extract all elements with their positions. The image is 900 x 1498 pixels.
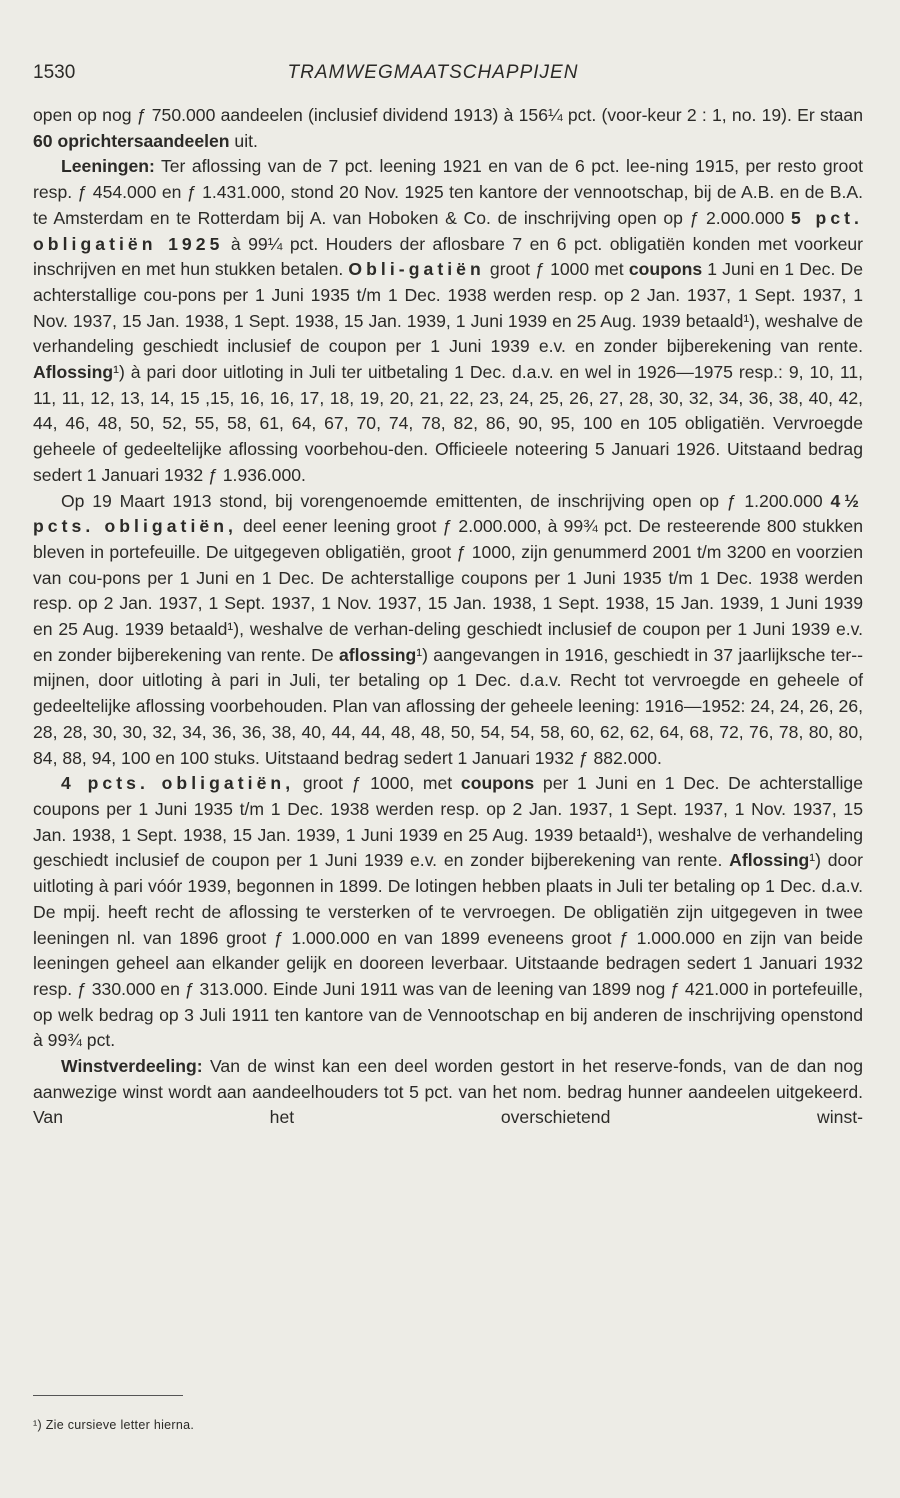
text-run: Ter aflossing van de 7 pct. leening 1921 en van de 6 pct. lee-ning 1915, per resto groot resp. ƒ 454.000 en ƒ 1.431.000, stond 20 Nov. 1925 ten kantore der vennootschap, bij de A.B. en de B.A. te Amsterdam en te Rotterdam bij A. van Hoboken & Co. de inschrijving open op ƒ 2.000.000 <box>33 156 863 228</box>
paragraph <box>33 771 863 1054</box>
bold-run: Aflossing <box>33 362 114 383</box>
bold-run: 60 oprichtersaandeelen <box>33 130 230 151</box>
spaced-heading-run: 4 pcts. obligatiën, <box>61 773 295 794</box>
bold-run: Winstverdeeling: <box>61 1056 203 1077</box>
text-run: groot ƒ 1000, met <box>294 773 461 794</box>
text-run: uit. <box>229 130 258 151</box>
text-run: per 1 Juni en 1 Dec. De achterstallige coupons per 1 Juni 1935 t/m 1 Dec. 1938 werden resp. op 2 Jan. 1937, 1 Sept. 1937, 1 Nov. 1937, 15 Jan. 1938, 1 Sept. 1938, 15 Jan. 1939, 1 Juni 1939 en 25 Aug. 1939 betaald¹), weshalve de verhandeling geschiedt inclusief de coupon per 1 Juni 1939 e.v. en zonder bijberekening van rente. <box>33 773 864 871</box>
text-run: open op nog ƒ 750.000 aandeelen (inclusief dividend 1913) à 156¼ pct. (voor-keur 2 : 1, no. 19). Er staan <box>33 105 863 125</box>
text-run: groot ƒ 1000 met <box>484 259 629 280</box>
paragraph <box>33 154 863 488</box>
paragraph <box>33 1054 863 1131</box>
footnote-rule <box>33 1395 183 1396</box>
spaced-heading-run: Obli-gatiën <box>348 259 485 280</box>
paragraph <box>33 489 863 772</box>
paragraph <box>33 103 863 154</box>
bold-run: aflossing <box>339 644 417 665</box>
text-run: à 99¼ pct. Houders der aflosbare 7 en 6 pct. obligatiën konden met voorkeur inschrijven en met hun stukken betalen. <box>33 233 864 280</box>
body-text <box>33 103 863 1131</box>
bold-run: coupons <box>460 773 535 794</box>
text-run: Op 19 Maart 1913 stond, bij vorengenoemde emittenten, de inschrijving open op ƒ 1.200.000 <box>61 490 831 511</box>
footnote: ¹) Zie cursieve letter hierna. <box>33 1418 195 1432</box>
running-title: TRAMWEGMAATSCHAPPIJEN <box>287 62 579 83</box>
text-run: Van de winst kan een deel worden gestort in het reserve-fonds, van de dan nog aanwezige winst wordt aan aandeelhouders tot 5 pct. van het nom. bedrag hunner aandeelen uitgekeerd. Van het overschietend winst- <box>33 1056 863 1128</box>
text-run: ¹) aangevangen in 1916, geschiedt in 37 jaarlijksche ter-mijnen, door uitloting à pari in Juli, ter betaling op 1 Dec. d.a.v. Recht tot vervroegde en geheele of gedeeltelijke aflossing voorbehouden. Plan van aflossing der geheele leening: 1916—1952: 24, 24, 26, 26, 28, 28, 30, 30, 32, 34, 36, 36, 38, 40, 44, 44, 48, 48, 50, 54, 54, 58, 60, 62, 62, 64, 68, 72, 76, 78, 80, 80, 84, 88, 94, 100 en 100 stuks. Uitstaand bedrag sedert 1 Januari 1932 ƒ 882.000. <box>33 644 863 768</box>
spaced-heading-run: 4½ pcts. obligatiën, <box>33 490 863 537</box>
page-header <box>33 62 833 90</box>
bold-run: Leeningen: <box>61 156 155 177</box>
text-run: ¹) door uitloting à pari vóór 1939, begonnen in 1899. De lotingen hebben plaats in Juli ter betaling op 1 Dec. d.a.v. De mpij. heeft recht de aflossing te versterken of te vervroegen. De obligatiën zijn uitgegeven in twee leeningen nl. van 1896 groot ƒ 1.000.000 en van 1899 eveneens groot ƒ 1.000.000 en zijn van beide leeningen geheel aan elkander gelijk en dooreen leverbaar. Uitstaande bedragen sedert 1 Januari 1932 resp. ƒ 330.000 en ƒ 313.000. Einde Juni 1911 was van de leening van 1899 nog ƒ 421.000 in portefeuille, op welk bedrag op 3 Juli 1911 ten kantore van de Vennootschap en bij anderen de inschrijving openstond à 99¾ pct. <box>33 850 863 1051</box>
bold-run: coupons <box>628 259 703 280</box>
text-run: deel eener leening groot ƒ 2.000.000, à 99¾ pct. De resteerende 800 stukken bleven in portefeuille. De uitgegeven obligatiën, groot ƒ 1000, zijn genummerd 2001 t/m 3200 en voorzien van cou-pons per 1 Juni en 1 Dec. De achterstallige coupons per 1 Juni 1935 t/m 1 Dec. 1938 werden resp. op 2 Jan. 1937, 1 Sept. 1937, 1 Nov. 1937, 15 Jan. 1938, 1 Sept. 1938, 15 Jan. 1939, 1 Juni 1939 en 25 Aug. 1939 betaald¹), weshalve de verhan-deling geschiedt inclusief de coupon per 1 Juni 1939 e.v. en zonder bijberekening van rente. De <box>33 516 863 665</box>
text-run: 1 Juni en 1 Dec. De achterstallige cou-pons per 1 Juni 1935 t/m 1 Dec. 1938 werden resp. op 2 Jan. 1937, 1 Sept. 1937, 1 Nov. 1937, 15 Jan. 1938, 1 Sept. 1938, 15 Jan. 1939, 1 Juni 1939 en 25 Aug. 1939 betaald¹), weshalve de verhandeling geschiedt inclusief de coupon per 1 Juni 1939 e.v. en zonder bijberekening van rente. <box>33 259 863 357</box>
bold-run: Aflossing <box>729 850 810 871</box>
spaced-heading-run: 5 pct. obligatiën 1925 <box>33 207 863 254</box>
text-run: ¹) à pari door uitloting in Juli ter uitbetaling 1 Dec. d.a.v. en wel in 1926—1975 resp.: 9, 10, 11, 11, 11, 12, 13, 14, 15 ,15, 16, 16, 17, 18, 19, 20, 21, 22, 23, 24, 25, 26, 27, 28, 30, 32, 34, 36, 38, 40, 42, 44, 46, 48, 50, 52, 55, 58, 61, 64, 67, 70, 74, 78, 82, 86, 90, 95, 100 en 105 obligatiën. Vervroegde geheele of gedeeltelijke aflossing voorbehou-den. Officieele noteering 5 Januari 1926. Uitstaand bedrag sedert 1 Januari 1932 ƒ 1.936.000. <box>33 362 863 485</box>
page-number: 1530 <box>33 62 76 83</box>
